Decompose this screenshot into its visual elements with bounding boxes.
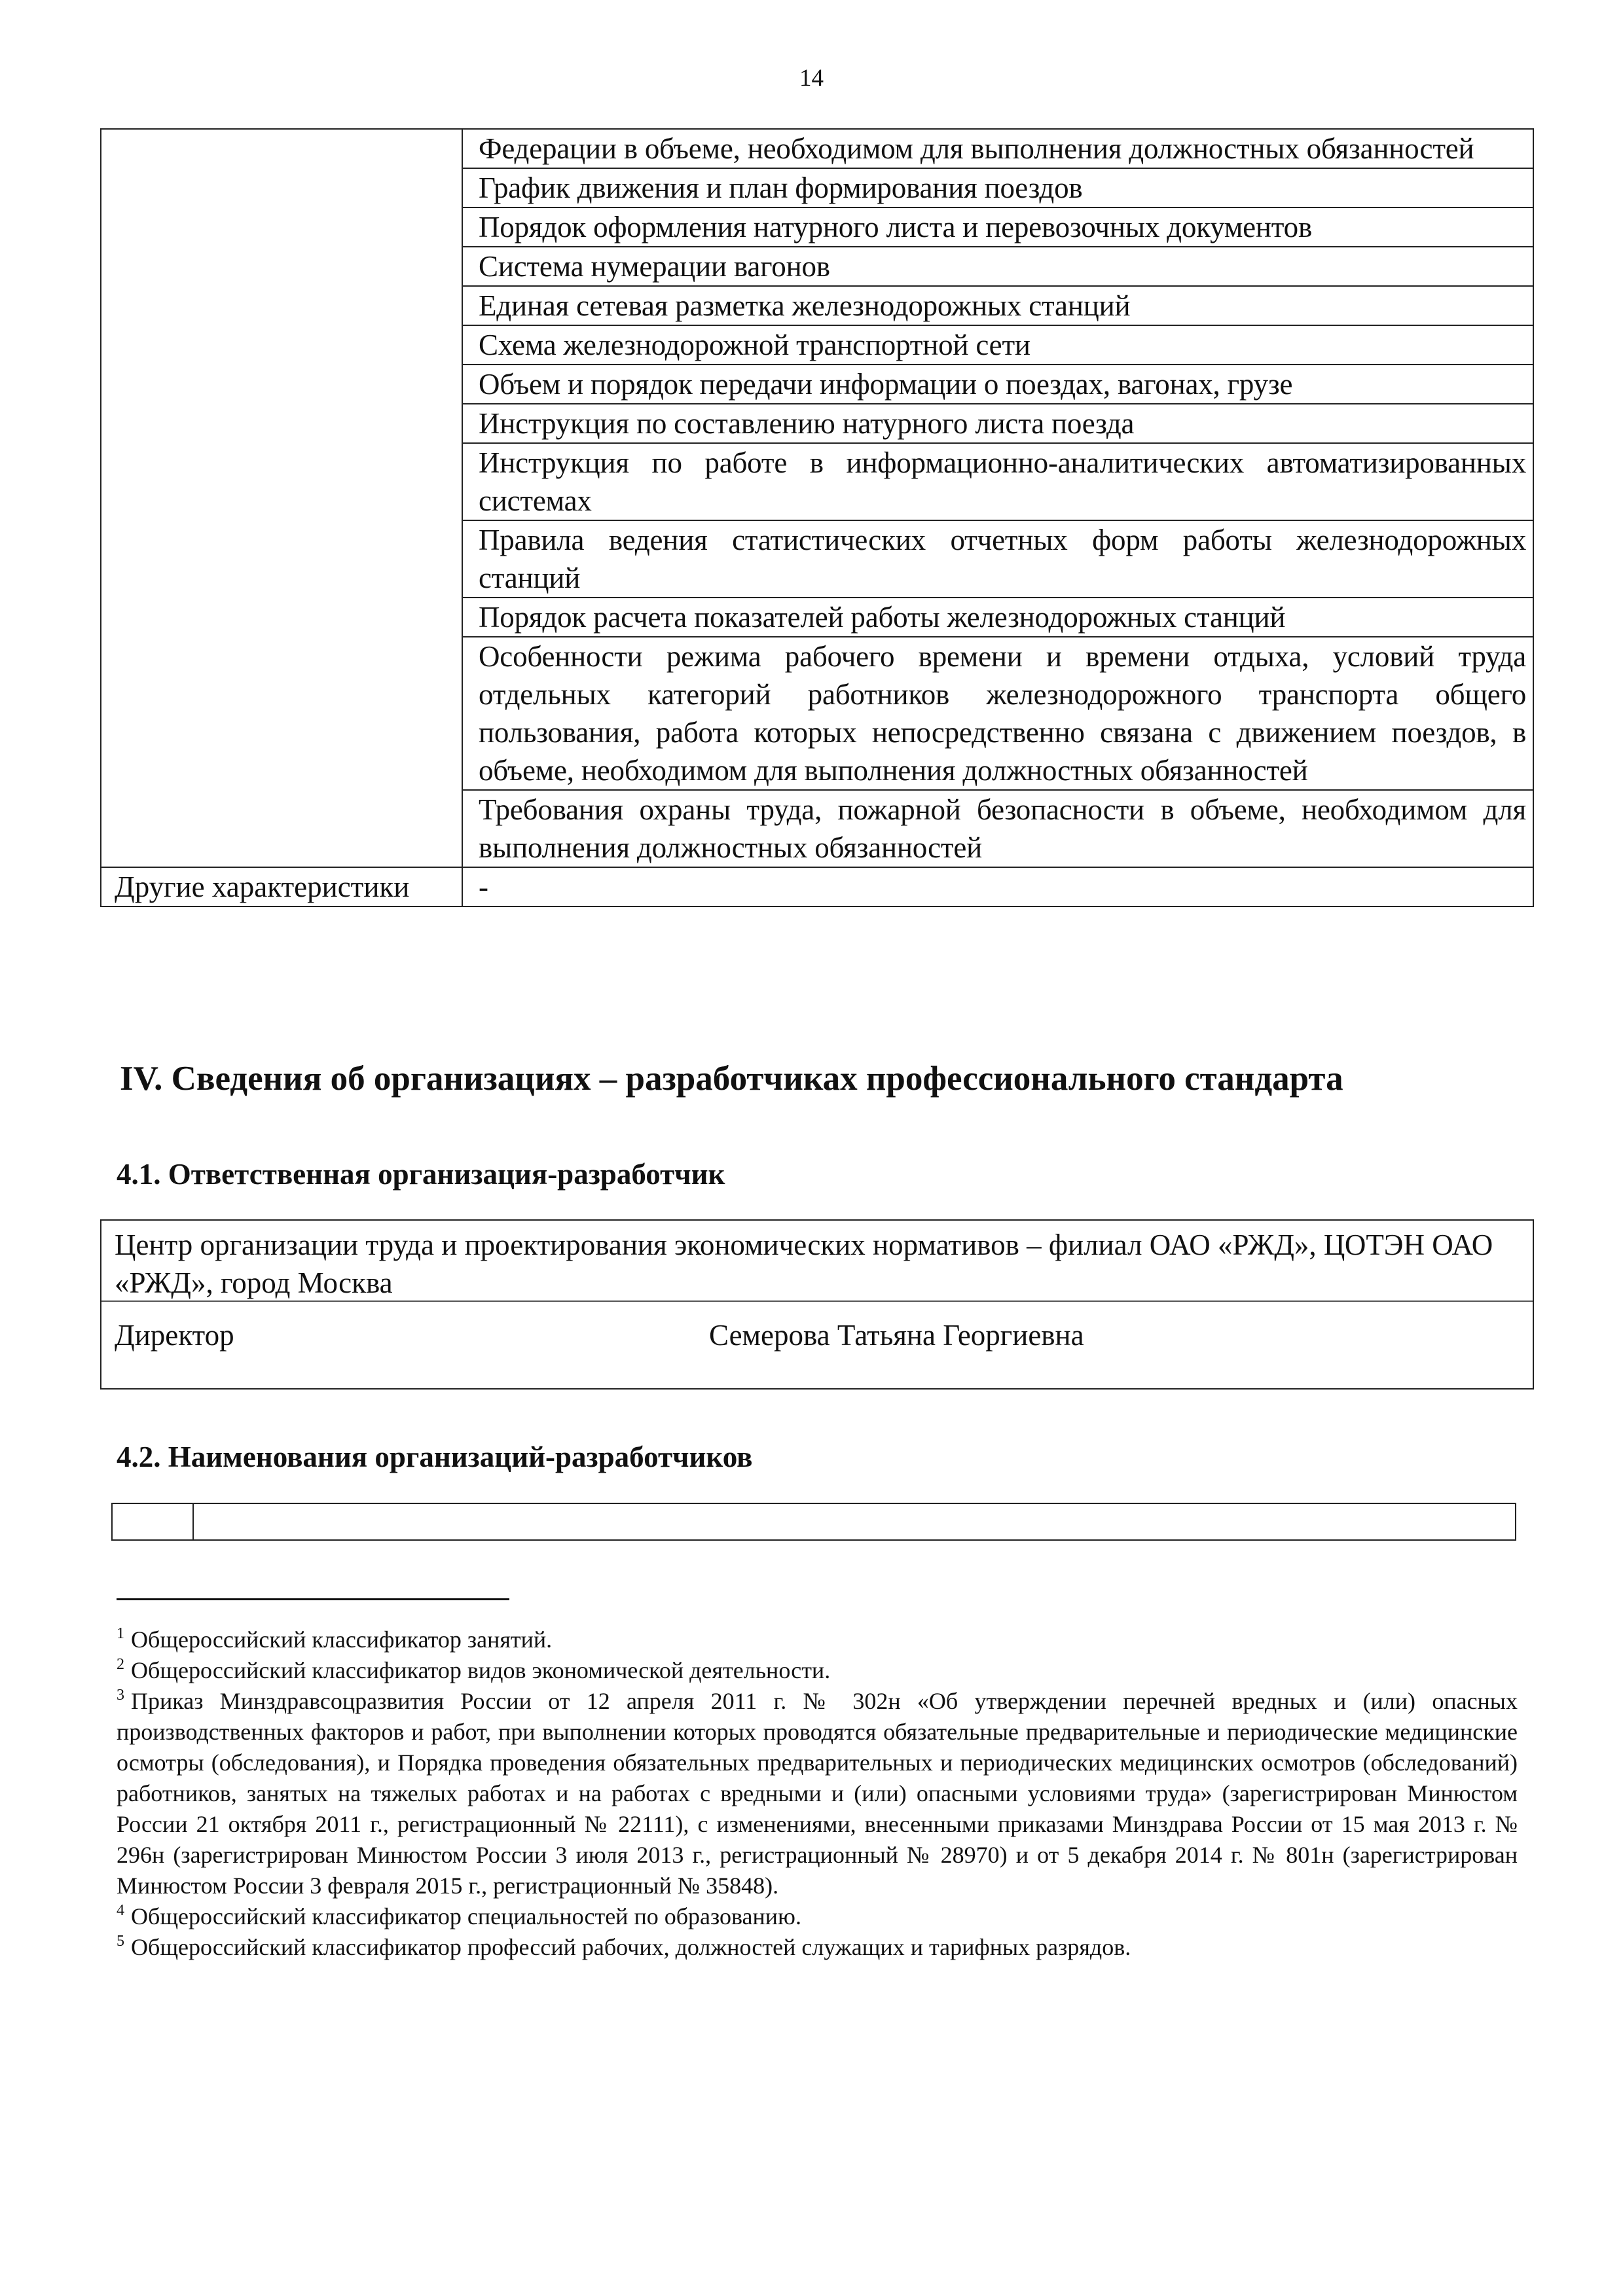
other-characteristics-label: Другие характеристики — [101, 867, 462, 906]
knowledge-item: Инструкция по составлению натурного листа поезда — [462, 404, 1533, 443]
org-person: Семерова Татьяна Георгиевна — [709, 1319, 1084, 1352]
knowledge-item: Инструкция по работе в информационно-аналитических автоматизированных системах — [462, 443, 1533, 520]
table-row — [101, 129, 1533, 168]
footnote-mark: 2 — [117, 1656, 124, 1673]
knowledge-item: Правила ведения статистических отчетных форм работы железнодорожных станций — [462, 520, 1533, 598]
footnotes — [117, 1624, 1518, 1963]
footnote-mark: 1 — [117, 1625, 124, 1642]
other-characteristics-value: - — [462, 867, 1533, 906]
footnote — [117, 1932, 1518, 1963]
knowledge-item: Схема железнодорожной транспортной сети — [462, 325, 1533, 365]
knowledge-item: Требования охраны труда, пожарной безопасности в объеме, необходимом для выполнения должностных обязанностей — [462, 790, 1533, 867]
footnote — [117, 1686, 1518, 1901]
footnote-text: Общероссийский классификатор специальностей по образованию. — [131, 1903, 801, 1929]
knowledge-item: Объем и порядок передачи информации о поездах, вагонах, грузе — [462, 365, 1533, 404]
footnote — [117, 1901, 1518, 1932]
footnote — [117, 1624, 1518, 1655]
knowledge-item: Особенности режима рабочего времени и времени отдыха, условий труда отдельных категорий работников железнодорожного транспорта общего пользования, работа которых непосредственно связана с движением поездов, в объеме, необходимом для выполнения должностных обязанностей — [462, 637, 1533, 790]
footnote-text: Общероссийский классификатор видов экономической деятельности. — [131, 1657, 831, 1683]
responsible-org-box — [100, 1219, 1534, 1390]
org-divider — [101, 1300, 1533, 1302]
developers-heading: 4.2. Наименования организаций-разработчиков — [117, 1441, 753, 1473]
knowledge-item: Единая сетевая разметка железнодорожных станций — [462, 286, 1533, 325]
page-number: 14 — [799, 65, 824, 92]
footnote-mark: 4 — [117, 1902, 124, 1919]
knowledge-item: Федерации в объеме, необходимом для выполнения должностных обязанностей — [462, 129, 1533, 168]
developer-name-cell — [194, 1504, 1515, 1539]
knowledge-table — [100, 128, 1534, 907]
footnote-separator — [117, 1598, 509, 1600]
section-title: IV. Сведения об организациях – разработчиках профессионального стандарта — [120, 1060, 1343, 1098]
knowledge-item: Система нумерации вагонов — [462, 247, 1533, 286]
footnote-text: Общероссийский классификатор профессий рабочих, должностей служащих и тарифных разрядов. — [131, 1934, 1131, 1960]
org-name: Центр организации труда и проектирования экономических нормативов – филиал ОАО «РЖД», ЦОТЭН ОАО «РЖД», город Москва — [115, 1229, 1493, 1299]
knowledge-item: График движения и план формирования поездов — [462, 168, 1533, 207]
footnote-text: Общероссийский классификатор занятий. — [131, 1626, 553, 1653]
developer-number-cell — [113, 1504, 194, 1539]
knowledge-item: Порядок расчета показателей работы железнодорожных станций — [462, 598, 1533, 637]
footnote-mark: 3 — [117, 1687, 124, 1704]
developers-table — [111, 1503, 1516, 1541]
responsible-org-heading: 4.1. Ответственная организация-разработчик — [117, 1158, 725, 1191]
footnote-mark: 5 — [117, 1933, 124, 1950]
row-label-cell — [101, 129, 462, 867]
footnote-text: Приказ Минздравсоцразвития России от 12 апреля 2011 г. № 302н «Об утверждении перечней вредных и (или) опасных производственных факторов и работ, при выполнении которых проводятся обязательные предварительные и периодические медицинские осмотры (обследования), и Порядка проведения обязательных предварительных и периодических медицинских осмотров (обследований) работников, занятых на тяжелых работах и на работах с вредными и (или) опасными условиями труда» (зарегистрирован Минюстом России 21 октября 2011 г., регистрационный № 22111), с изменениями, внесенными приказами Минздрава России от 15 мая 2013 г. № 296н (зарегистрирован Минюстом России 3 июля 2013 г., регистрационный № 28970) и от 5 декабря 2014 г. № 801н (зарегистрирован Минюстом России 3 февраля 2015 г., регистрационный № 35848). — [117, 1688, 1518, 1899]
org-role: Директор — [115, 1319, 234, 1352]
footnote — [117, 1655, 1518, 1686]
table-row — [101, 867, 1533, 906]
knowledge-item: Порядок оформления натурного листа и перевозочных документов — [462, 207, 1533, 247]
